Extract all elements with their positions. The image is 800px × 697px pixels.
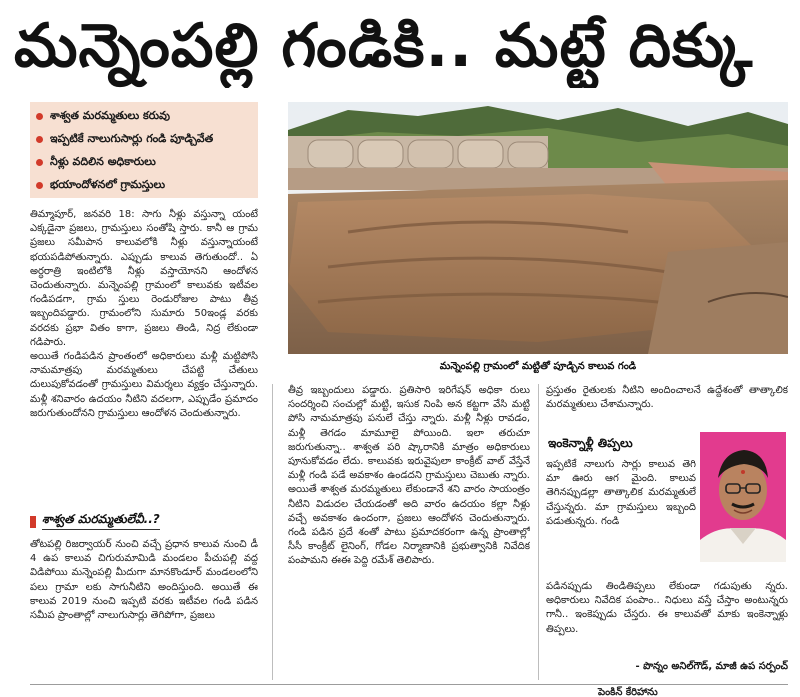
quote-text-wide xyxy=(546,580,788,656)
bullet-dot-icon xyxy=(36,113,43,120)
quote-text-narrow xyxy=(546,458,696,578)
subhead-accent xyxy=(30,516,36,528)
next-article-fragment: పెంకిన్ కేరిహాను xyxy=(598,687,658,697)
bullet-dot-icon xyxy=(36,136,43,143)
highlight-text: శాశ్వత మరమ్మతులు కరువు xyxy=(50,108,171,122)
article-column-1-body xyxy=(30,538,258,680)
article-paragraph: అయితే గండిపడిన ప్రాంతంలో అధికారులు మళ్లీ మట్టిపోసి నామమాత్రపు మరమ్మతులు చేపట్టి చేతులు దులుపుకోవడంతో గ్రామస్తులు విమర్శలు వ్యక్తం చేస్తున్నారు. మళ్లీ శనివారం ఉదయం నీటిని వదలగా, ఎప్పుడేం ప్రమాదం జరుగుతుందోనని గ్రామస్తులు ఆందోళన చెందుతున్నారు. xyxy=(30,351,258,419)
photo-caption: మన్నెంపల్లి గ్రామంలో మట్టితో పూడ్చిన కాలువ గండి xyxy=(439,361,637,372)
column-divider xyxy=(272,384,273,680)
highlight-text: నీళ్లు వదిలిన అధికారులు xyxy=(50,154,156,168)
quote-paragraph: పడినప్పుడు తిండితిప్పలు లేకుండా గడుపుతు న్నరు. అధికారులు నివేదిక పంపాం.. నిధులు వస్తే చేస్తాం అంటున్నరు గానీ.. ఇంకెప్పుడు చేస్తరు. ఈ కాలువతో మాకు ఇంకెన్నాళ్లు తిప్పలు. xyxy=(546,581,788,635)
article-paragraph: తీవ్ర ఇబ్బందులు పడ్డారు. ప్రతిసారి ఇరిగేషన్ అధికా రులు సందర్శించి సంచుల్లో మట్టి, ఇసుక నింపి అన కట్టగా వేసి మట్టి పోసి నామమాత్రపు పనులే చేస్తు న్నారు. మళ్లీ నీళ్లు రావడం, మళ్లీ తెగడం మామూలై పోయింది. ఇలా తరుచూ జరుగుతున్నా.. శాశ్వత పరి ష్కారానికి మాత్రం అధికారులు పూనుకోవడం లేదు. కాలువకు ఇరువైపులా కాంక్రీట్ వాల్ వేస్తేనే మళ్లీ గండి పడే అవకాశం ఉండదని గ్రామస్తులు చెబుతు న్నారు. అయితే శాశ్వత మరమ్మతులు లేకుండానే శని వారం సాయంత్రం నీటిని విడుదల చేయడంతో అది వారం ఉదయం కల్లా నీళ్లు వచ్చే అవకాశం ఉందంగా, ప్రజలు ఆందోళన చెందుతున్నారు. గండి పడిన ప్రదే శంతో పాటు ప్రమాదకరంగా ఉన్న ప్రాంతాల్లో సీసీ కాంక్రీట్ లైనింగ్, గోడల నిర్మాణానికి ప్రభుత్వానికి నివేదిక పంపామని ఈఈ పెద్ది రమేశ్ తెలిపారు. xyxy=(288,385,530,567)
article-column-2 xyxy=(288,384,530,680)
villager-portrait xyxy=(700,432,786,562)
canal-breach-illustration xyxy=(288,102,788,354)
article-paragraph: ప్రస్తుతం రైతులకు నీటిని అందించాలనే ఉద్దేశంతో తాత్కాలిక మరమ్మతులు చేశామన్నారు. xyxy=(546,385,788,411)
subheading-villager-quote: ఇంకెన్నాళ్లీ తిప్పలు xyxy=(548,436,633,450)
column-divider xyxy=(538,384,539,680)
bottom-divider xyxy=(30,684,788,685)
highlights-box xyxy=(30,102,258,198)
article-paragraph: తోటపల్లి రిజర్వాయర్ నుంచి వచ్చే ప్రధాన కాలువ నుంచి డీ 4 ఉప కాలువ చిగురుమామిడి మండలం పీచుపల్లి వద్ద విడిపోయి మన్నెంపల్లి మీదుగా మానకొండూర్ మండలంలోని పలు గ్రామా లకు సాగునీటిని అందిస్తుంది. అయితే ఈ కాలువ 2019 నుంచి ఇప్పటి వరకు ఇటీవల గండి పడిన సమీప ప్రాంతాల్లో నాలుగుసార్లు తెగిపోగా, ప్రజలు xyxy=(30,539,258,622)
page-headline: మన్నెంపల్లి గండికి.. మట్టే దిక్కు xyxy=(14,11,754,81)
highlight-item xyxy=(36,105,254,128)
bullet-dot-icon xyxy=(36,159,43,166)
bullet-dot-icon xyxy=(36,182,43,189)
article-column-1-intro xyxy=(30,208,258,508)
article-paragraph: తిమ్మాపూర్, జనవరి 18: సాగు నీళ్లు వస్తున్నా యంటే ఎక్కడైనా ప్రజలు, గ్రామస్తులు సంతోషి స్తారు. కానీ ఆ గ్రామ ప్రజలు సమీపాన కాలువలోకి నీళ్లు వస్తున్నాయంటే భయపడిపోతున్నారు. ఎప్పుడు కాలువ తెగుతుందో.. ఏ అర్ధరాత్రి ఇంటిలోకి నీళ్లు వస్తాయోనని ఆందోళన చెందుతున్నారు. మన్నెంపల్లి గ్రామంలో కాలువకు ఇటీవల గండిపడగా, గ్రామ స్తులు రెండురోజుల పాటు తీవ్ర ఇబ్బందిపడ్డారు. గ్రామంలోని సుమారు 50ఇండ్ల వరకు వరదకు ప్రభా వితం కాగా, ప్రజలు తిండి, నిద్ర లేకుండా గడిపారు. xyxy=(30,209,258,348)
person-avatar-icon xyxy=(700,432,786,562)
highlight-text: భయాందోళనలో గ్రామస్తులు xyxy=(50,177,166,191)
subheading-permanent-repairs: శాశ్వత మరమ్మతులేవీ..? xyxy=(42,512,160,530)
highlight-item xyxy=(36,151,254,174)
highlight-text: ఇప్పటికే నాలుగుసార్లు గండి పూడ్చివేత xyxy=(50,131,214,145)
canal-breach-photo xyxy=(288,102,788,354)
quote-paragraph: ఇప్పటికే నాలుగు సార్లు కాలువ తెగి మా ఊరు ఆగ మైంది. కాలువ తెగినప్పుడల్లా తాత్కాలిక మరమ్మతులే చేస్తున్నరు. మా గ్రామస్తులు ఇబ్బంది పడుతున్నరు. గండి xyxy=(546,459,696,527)
quote-attribution: - పొన్నం అనిల్‌గౌడ్, మాజీ ఉప సర్పంచ్ xyxy=(635,661,788,672)
article-column-3-top xyxy=(546,384,788,420)
highlight-item xyxy=(36,128,254,151)
highlight-item xyxy=(36,174,254,197)
